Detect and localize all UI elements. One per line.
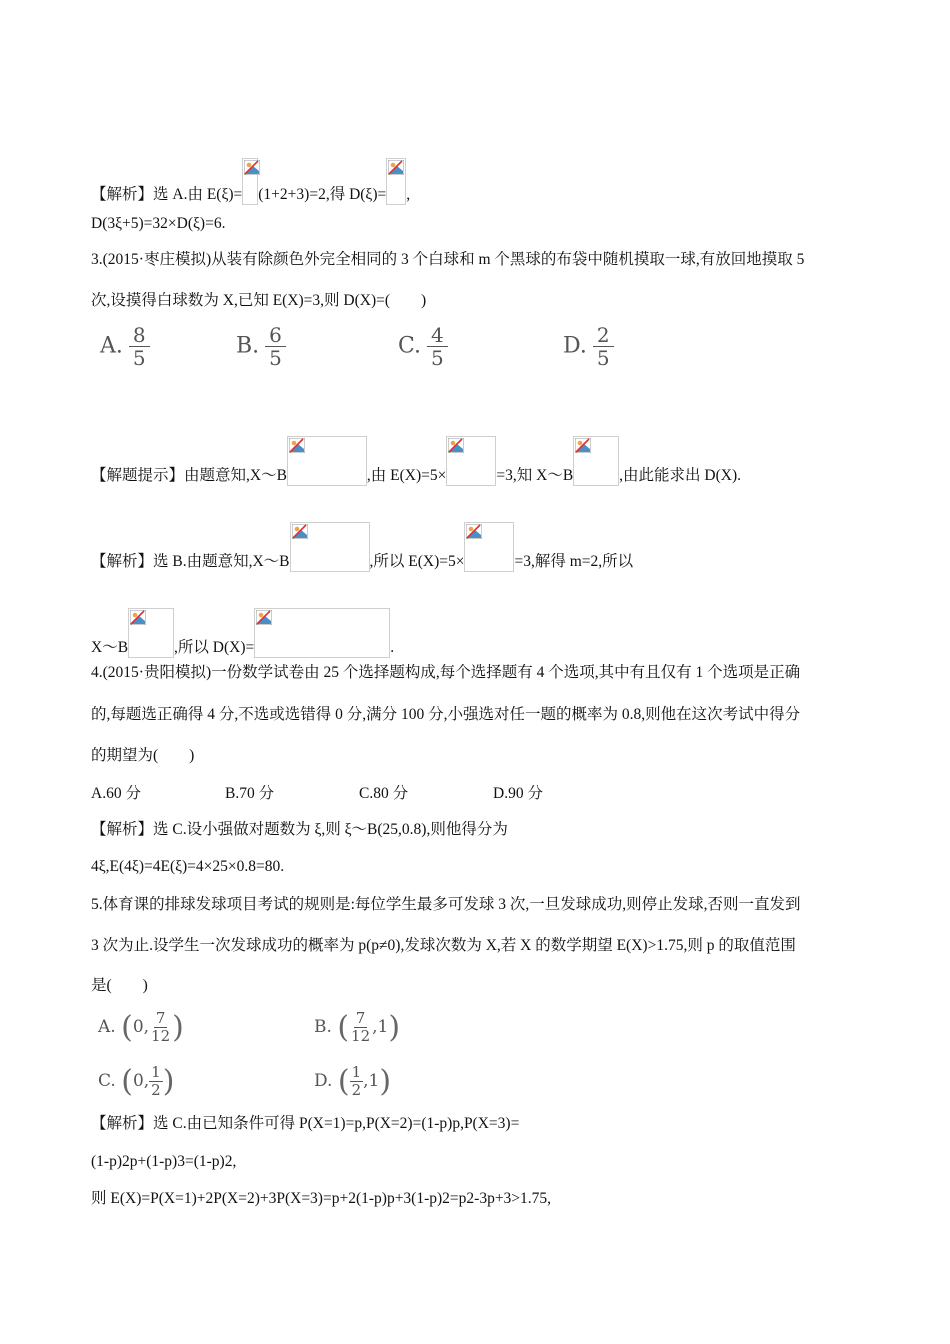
solution-5-line-2: (1-p)2p+(1-p)3=(1-p)2,: [91, 1153, 237, 1170]
left-paren: (: [121, 1064, 133, 1099]
broken-image-icon: [290, 522, 370, 572]
numerator: 1: [351, 1063, 362, 1081]
denominator: 12: [351, 1027, 371, 1045]
q4-option-c: C.80 分: [359, 785, 409, 802]
numerator: 2: [593, 324, 614, 347]
interval-left: 0: [132, 1017, 144, 1037]
right-paren: ): [172, 1010, 184, 1045]
solution-b-line-1: [91, 522, 633, 572]
right-paren: ): [379, 1064, 392, 1099]
denominator: 2: [151, 1081, 161, 1099]
option-label: C.: [398, 333, 422, 359]
q3-option-d: [563, 324, 614, 369]
question-3-line-1: 3.(2015·枣庄模拟)从装有除颜色外完全相同的 3 个白球和 m 个黑球的布袋中随机摸取一球,有放回地摸取 5: [91, 251, 805, 268]
fraction: [349, 1010, 372, 1045]
broken-image-icon: [128, 608, 174, 658]
question-4-line-3: 的期望为( ): [91, 747, 195, 764]
text: ,: [406, 186, 411, 203]
text: ,由此能求出 D(X).: [619, 467, 742, 484]
left-paren: (: [337, 1064, 350, 1099]
solution-c-line-1: 【解析】选 C.设小强做对题数为 ξ,则 ξ～B(25,0.8),则他得分为: [91, 821, 508, 838]
solution-5-line-1: 【解析】选 C.由已知条件可得 P(X=1)=p,P(X=2)=(1-p)p,P(X=3)=: [91, 1115, 520, 1132]
interval-right: 1: [377, 1017, 389, 1037]
question-5-line-1: 5.体育课的排球发球项目考试的规则是:每位学生最多可发球 3 次,一旦发球成功,则停止发球,否则一直发到: [91, 896, 801, 913]
fraction: [265, 324, 286, 369]
option-label: A.: [100, 333, 123, 359]
option-label: A.: [98, 1017, 116, 1037]
text: (1+2+3)=2,得 D(ξ)=: [258, 186, 387, 203]
numerator: 7: [155, 1009, 166, 1027]
broken-image-icon: [254, 608, 390, 658]
broken-image-icon: [242, 158, 258, 205]
question-5-line-3: 是( ): [91, 977, 148, 994]
interval-left: 0: [132, 1071, 144, 1091]
denominator: 12: [151, 1027, 171, 1045]
fraction: [350, 1064, 364, 1099]
q5-option-b: B. ( $\frac{7}{12}$ ,1): [314, 1009, 401, 1045]
denominator: 5: [269, 346, 282, 370]
numerator: 8: [129, 324, 150, 347]
fraction: [427, 324, 448, 369]
denominator: 5: [132, 346, 146, 370]
fraction: [149, 1010, 172, 1045]
right-paren: ): [162, 1064, 175, 1099]
left-paren: (: [337, 1010, 350, 1045]
denominator: 2: [351, 1081, 362, 1099]
solution-5-line-3: 则 E(X)=P(X=1)+2P(X=2)+3P(X=3)=p+2(1-p)p+3(1-p)2=p2-3p+3>1.75,: [91, 1190, 552, 1207]
q3-option-a: [100, 324, 150, 369]
fraction: [149, 1064, 163, 1099]
option-label: B.: [236, 333, 260, 359]
q5-option-d: D. ( $\frac{1}{2}$ ,1): [314, 1063, 392, 1099]
broken-image-icon: [386, 158, 406, 205]
solution-c-line-2: 4ξ,E(4ξ)=4E(ξ)=4×25×0.8=80.: [91, 858, 285, 875]
interval-right: 1: [368, 1071, 380, 1091]
fraction: [593, 324, 614, 369]
text: 【解题提示】由题意知,X～B: [91, 467, 287, 484]
broken-image-icon: [573, 436, 619, 486]
q4-option-a: A.60 分: [91, 785, 141, 802]
q3-option-c: [398, 324, 448, 369]
text: X～B: [91, 639, 129, 656]
option-label: B.: [314, 1017, 332, 1037]
text: =3,知 X～B: [496, 467, 574, 484]
denominator: 5: [596, 346, 610, 370]
q5-option-c: C. (0, $\frac{1}{2}$ ): [98, 1063, 175, 1099]
text: ,所以 E(X)=5×: [369, 553, 465, 570]
option-label: D.: [314, 1071, 333, 1091]
broken-image-icon: [287, 436, 367, 486]
option-label: D.: [563, 333, 587, 359]
broken-image-icon: [464, 522, 514, 572]
numerator: 4: [427, 324, 448, 347]
question-3-line-2: 次,设摸得白球数为 X,已知 E(X)=3,则 D(X)=( ): [91, 292, 427, 309]
denominator: 5: [431, 346, 444, 370]
q4-option-d: D.90 分: [493, 785, 543, 802]
hint-line: [91, 436, 741, 486]
text: .: [390, 639, 395, 656]
text: ,由 E(X)=5×: [366, 467, 447, 484]
solution-line-1: [91, 158, 410, 205]
text: =3,解得 m=2,所以: [514, 553, 634, 570]
q3-option-b: [236, 324, 286, 369]
numerator: 1: [151, 1063, 161, 1081]
question-5-line-2: 3 次为止.设学生一次发球成功的概率为 p(p≠0),发球次数为 X,若 X 的数学期望 E(X)>1.75,则 p 的取值范围: [91, 937, 796, 954]
left-paren: (: [121, 1010, 133, 1045]
right-paren: ): [388, 1010, 401, 1045]
text: ,所以 D(X)=: [174, 639, 255, 656]
q5-option-a: A. (0, $\frac{7}{12}$ ): [98, 1009, 184, 1045]
broken-image-icon: [446, 436, 496, 486]
fraction: [129, 324, 150, 369]
question-4-line-2: 的,每题选正确得 4 分,不选或选错得 0 分,满分 100 分,小强选对任一题的概率为 0.8,则他在这次考试中得分: [91, 706, 801, 723]
option-label: C.: [98, 1071, 116, 1091]
text: 【解析】选 A.由 E(ξ)=: [91, 186, 243, 203]
numerator: 6: [265, 324, 286, 347]
solution-line-2: D(3ξ+5)=32×D(ξ)=6.: [91, 215, 226, 232]
text: 【解析】选 B.由题意知,X～B: [91, 553, 290, 570]
numerator: 7: [355, 1009, 366, 1027]
q4-option-b: B.70 分: [225, 785, 275, 802]
solution-b-line-2: [91, 608, 394, 658]
question-4-line-1: 4.(2015·贵阳模拟)一份数学试卷由 25 个选择题构成,每个选择题有 4 个选项,其中有且仅有 1 个选项是正确: [91, 664, 801, 681]
